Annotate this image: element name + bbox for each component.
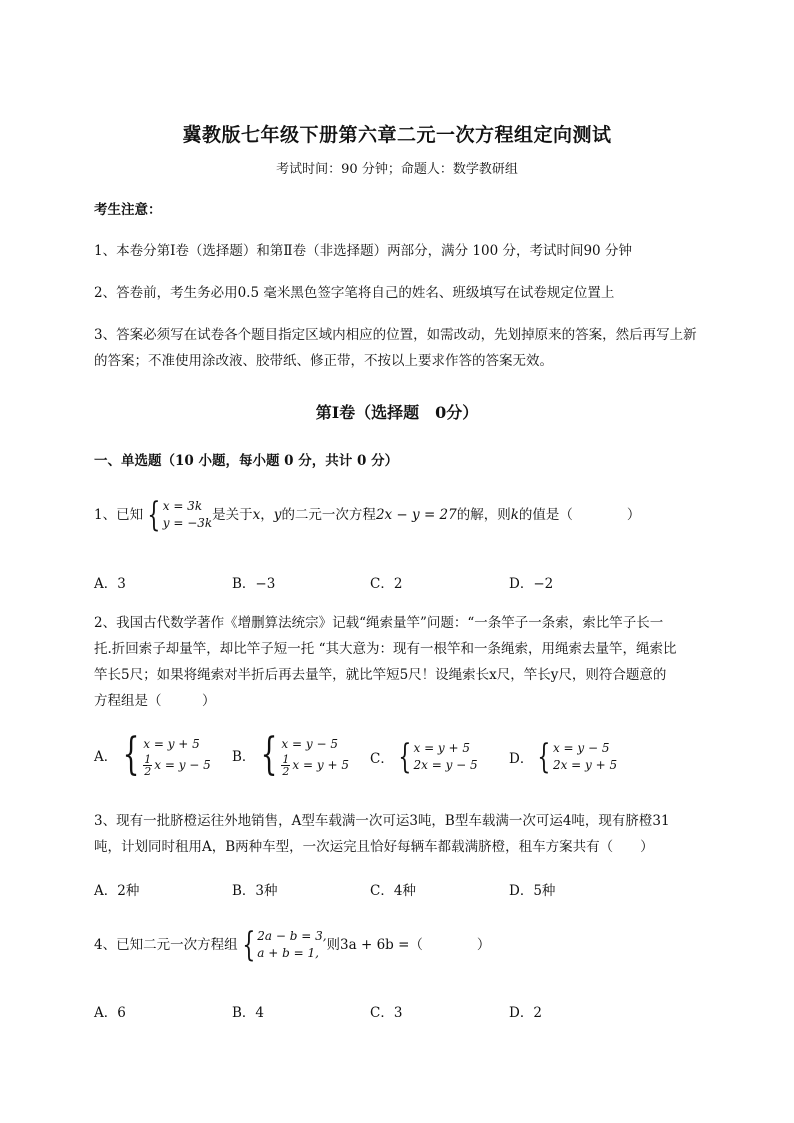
notice-item: 3、答案必须写在试卷各个题目指定区域内相应的位置，如需改动，先划掉原来的答案，然后再写上新: [94, 327, 697, 343]
q1-text: 的解，则: [456, 507, 511, 523]
system-line-text: x = y + 5: [292, 758, 349, 772]
q1-text: 是关于: [212, 507, 253, 523]
question-1: [94, 495, 641, 535]
system-line: 2x = y + 5: [552, 758, 618, 772]
option-c: C．4种: [370, 883, 416, 899]
system-line: x = y + 5: [143, 736, 200, 751]
notice-item: 2、答卷前，考生务必用0.5 毫米黑色签字笔将自己的姓名、班级填写在试卷规定位置上: [94, 285, 615, 301]
system-line: 2a − b = 3,: [257, 929, 327, 943]
option-c: [370, 737, 478, 777]
question-3-line: 吨，计划同时租用A，B两种车型，一次运完且恰好每辆车都载满脐橙，租车方案共有（ ）: [94, 839, 654, 855]
option-label: A．: [94, 749, 118, 765]
equation: 2x − y = 27: [375, 507, 457, 523]
equation-system: { x = y − 5 2x = y + 5: [537, 737, 618, 777]
option-c: C．3: [370, 1005, 403, 1021]
option-a: A．2种: [94, 883, 140, 899]
system-line: y = −3k: [162, 516, 213, 530]
section-title: 第Ⅰ卷（选择题 0分）: [315, 403, 479, 422]
option-c: C．2: [370, 576, 403, 592]
q1-text: 的二元一次方程: [281, 507, 376, 523]
option-d: D．2: [509, 1005, 542, 1021]
option-d: D．5种: [509, 883, 556, 899]
option-a: A．3: [94, 576, 126, 592]
option-d: D．−2: [509, 576, 554, 592]
denominator: 2: [144, 764, 152, 778]
question-4: [94, 925, 491, 965]
system-line: [143, 754, 211, 777]
equation-system: { 2a − b = 3, a + b = 1,: [241, 925, 327, 965]
page-title: 冀教版七年级下册第六章二元一次方程组定向测试: [182, 124, 612, 146]
option-a: [94, 729, 211, 780]
exam-info: 考试时间：90 分钟；命题人：数学教研组: [276, 162, 518, 177]
option-b: B．4: [232, 1005, 265, 1021]
option-a: A．6: [94, 1005, 126, 1021]
question-2-line: 方程组是（ ）: [94, 693, 216, 709]
system-line: x = 3k: [162, 499, 203, 513]
numerator: 1: [144, 752, 152, 766]
system-line: [281, 754, 349, 777]
question-2-line: 2、我国古代数学著作《增删算法统宗》记载“绳索量竿”问题：“一条竿子一条索，索比竿子长一: [94, 615, 664, 631]
equation-system: { x = 3k y = −3k: [147, 495, 213, 535]
fraction: [143, 754, 152, 777]
q4-text: 则3a + 6b =（ ）: [326, 937, 491, 953]
fraction: [281, 754, 290, 777]
option-label: D．: [509, 751, 534, 767]
system-line: x = y − 5: [552, 741, 610, 755]
variable: k: [510, 507, 519, 523]
variable: y: [273, 507, 282, 523]
equation-system: { x = y + 5 $\frac{1}{2}$ x = y − 5: [122, 729, 211, 780]
system-line: 2x = y − 5: [413, 758, 478, 772]
system-line: x = y + 5: [413, 741, 471, 755]
equation-system: { x = y − 5 $\frac{1}{2}$ x = y + 5: [261, 729, 349, 780]
q4-prefix: 4、已知二元一次方程组: [94, 937, 238, 953]
option-label: C．: [370, 751, 394, 767]
option-b: B．3种: [232, 883, 278, 899]
denominator: 2: [282, 764, 290, 778]
option-b: B．−3: [232, 576, 276, 592]
separator: ，: [260, 507, 274, 523]
notice-item: 1、本卷分第Ⅰ卷（选择题）和第Ⅱ卷（非选择题）两部分，满分 100 分，考试时间90 分钟: [94, 243, 632, 259]
q1-prefix: 1、已知: [94, 507, 144, 523]
question-2-line: 托.折回索子却量竿，却比竿子短一托 “其大意为：现有一根竿和一条绳索，用绳索去量竿，绳索比: [94, 641, 677, 657]
option-d: [509, 737, 618, 777]
option-label: B．: [232, 749, 256, 765]
option-b: [232, 729, 349, 780]
question-3-line: 3、现有一批脐橙运往外地销售，A型车载满一次可运3吨，B型车载满一次可运4吨，现有脐橙31: [94, 813, 670, 829]
system-line: x = y − 5: [281, 736, 338, 751]
variable: x: [252, 507, 261, 523]
question-2-line: 竿长5尺；如果将绳索对半折后再去量竿，就比竿短5尺！设绳索长x尺，竿长y尺，则符合题意的: [94, 667, 667, 683]
equation-system: { x = y + 5 2x = y − 5: [398, 737, 478, 777]
q1-text: 的值是（ ）: [518, 507, 641, 523]
numerator: 1: [282, 752, 290, 766]
system-line: a + b = 1,: [257, 946, 319, 960]
notice-heading: 考生注意：: [94, 202, 162, 218]
notice-item: 的答案；不准使用涂改液、胶带纸、修正带，不按以上要求作答的答案无效。: [94, 353, 553, 369]
part-heading: 一、单选题（10 小题，每小题 0 分，共计 0 分）: [94, 453, 399, 469]
system-line-text: x = y − 5: [154, 758, 211, 772]
